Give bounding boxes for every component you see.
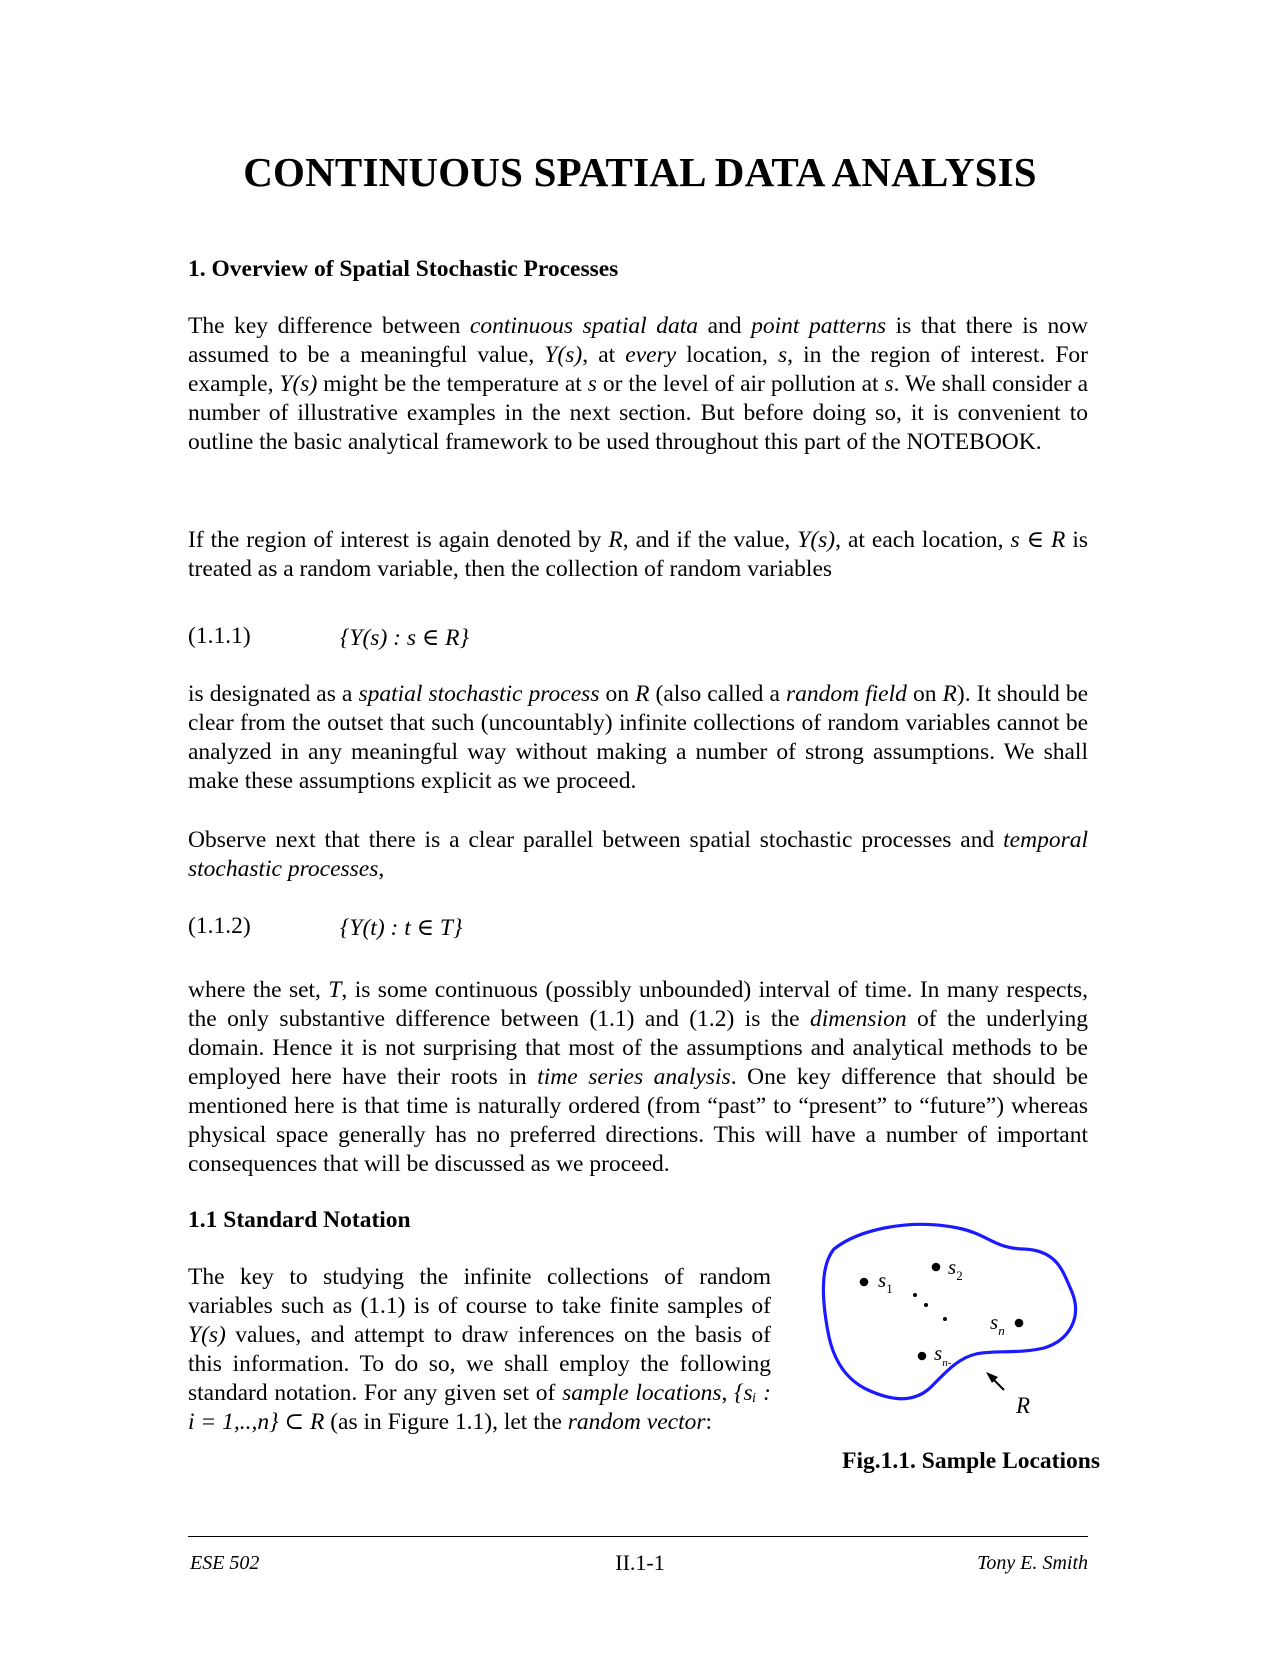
label-sn: $s_n$ [990, 1310, 1005, 1338]
emphasis: every [625, 342, 677, 368]
label-sn-minus-1: $s_{n-}$ [934, 1341, 952, 1369]
emphasis: random vector [567, 1409, 706, 1435]
emphasis: point patterns [751, 313, 887, 339]
point-s1 [860, 1278, 869, 1287]
ellipsis-dot [943, 1317, 947, 1321]
math-inline: R [635, 681, 650, 707]
math-inline: R [608, 527, 623, 553]
emphasis: time series analysis [537, 1064, 731, 1090]
point-sn-minus-1 [918, 1352, 927, 1361]
footer-rule [188, 1536, 1088, 1537]
math-inline: Y(s) [797, 527, 836, 553]
paragraph-intro: The key difference between continuous spatial data and point patterns is that there is now assumed to be a meaningful value, Y(s), at every location, s, in the region of interest. For example, Y(s) might be the temperature at s or the level of air pollution at s. We shall consider a number of illustrative examples in the next section. But before doing so, it is convenient to outline the basic analytical framework to be used throughout this part of the NOTEBOOK. [188, 313, 1089, 455]
math-inline: s ∈ R [1010, 527, 1066, 553]
math-inline: s [587, 371, 597, 397]
footer-course: ESE 502 [190, 1552, 260, 1574]
figure-caption: Fig.1.1. Sample Locations [842, 1448, 1100, 1474]
math-inline: R [942, 681, 957, 707]
region-boundary [823, 1224, 1075, 1398]
math-inline: {sᵢ : i = 1,..,n} ⊂ R [188, 1380, 771, 1435]
emphasis: spatial stochastic process [358, 681, 600, 707]
emphasis: dimension [809, 1006, 907, 1032]
label-s2: $s_2$ [948, 1255, 963, 1283]
section-heading-overview: 1. Overview of Spatial Stochastic Processes [188, 256, 619, 282]
ellipsis-dot [924, 1303, 928, 1307]
footer-page-number: II.1-1 [615, 1550, 665, 1575]
math-inline: T [328, 977, 342, 1003]
emphasis: temporal stochastic processes [188, 827, 1088, 882]
point-s2 [932, 1263, 941, 1272]
equation-1-1-2: {Y(t) : t ∈ T} [340, 915, 463, 941]
sample-locations-figure [818, 1222, 1088, 1434]
equation-number-1-1-1: (1.1.1) [188, 623, 251, 649]
math-inline: Y(s) [188, 1322, 226, 1348]
paragraph-region: If the region of interest is again denoted by R, and if the value, Y(s), at each location, s ∈ R is treated as a random variable, then the collection of random variables [188, 527, 1088, 582]
math-inline: Y(s) [544, 342, 583, 368]
emphasis: continuous spatial data [469, 313, 698, 339]
section-heading-standard-notation: 1.1 Standard Notation [188, 1207, 411, 1233]
math-inline: Y(s) [279, 371, 318, 397]
footer-author: Tony E. Smith [977, 1552, 1088, 1574]
emphasis: random field [785, 681, 907, 707]
label-region: R [1016, 1393, 1031, 1418]
paragraph-spatial-process: is designated as a spatial stochastic process on R (also called a random field on R). It should be clear from the outset that such (uncountably) infinite collections of random variables cannot be analyzed in any meaningful way without making a number of strong assumptions. We shall make these assumptions explicit as we proceed. [188, 681, 1088, 794]
ellipsis-dot [913, 1293, 917, 1297]
point-sn [1015, 1319, 1024, 1328]
math-inline: s [777, 342, 788, 368]
label-s1: $s_1$ [878, 1268, 893, 1296]
equation-number-1-1-2: (1.1.2) [188, 913, 251, 939]
equation-1-1-1: {Y(s) : s ∈ R} [340, 625, 469, 651]
paragraph-sample-notation: The key to studying the infinite collections of random variables such as (1.1) is of course to take finite samples of Y(s) values, and attempt to draw inferences on the basis of this information. To do so, we shall employ the following standard notation. For any given set of sample locations, {sᵢ : i = 1,..,n} ⊂ R (as in Figure 1.1), let the random vector: [188, 1264, 771, 1435]
document-title: CONTINUOUS SPATIAL DATA ANALYSIS [243, 149, 1037, 195]
emphasis: sample locations [562, 1380, 722, 1406]
math-inline: s [884, 371, 894, 397]
paragraph-temporal-parallel: Observe next that there is a clear parallel between spatial stochastic processes and temporal stochastic processes, [188, 827, 1088, 882]
paragraph-time-dimension: where the set, T, is some continuous (possibly unbounded) interval of time. In many respects, the only substantive difference between (1.1) and (1.2) is the dimension of the underlying domain. Hence it is not surprising that most of the assumptions and analytical methods to be employed here have their roots in time series analysis. One key difference that should be mentioned here is that time is naturally ordered (from “past” to “present” to “future”) whereas physical space generally has no preferred directions. This will have a number of important consequences that will be discussed as we proceed. [188, 977, 1089, 1177]
region-arrow-icon [986, 1372, 1004, 1390]
